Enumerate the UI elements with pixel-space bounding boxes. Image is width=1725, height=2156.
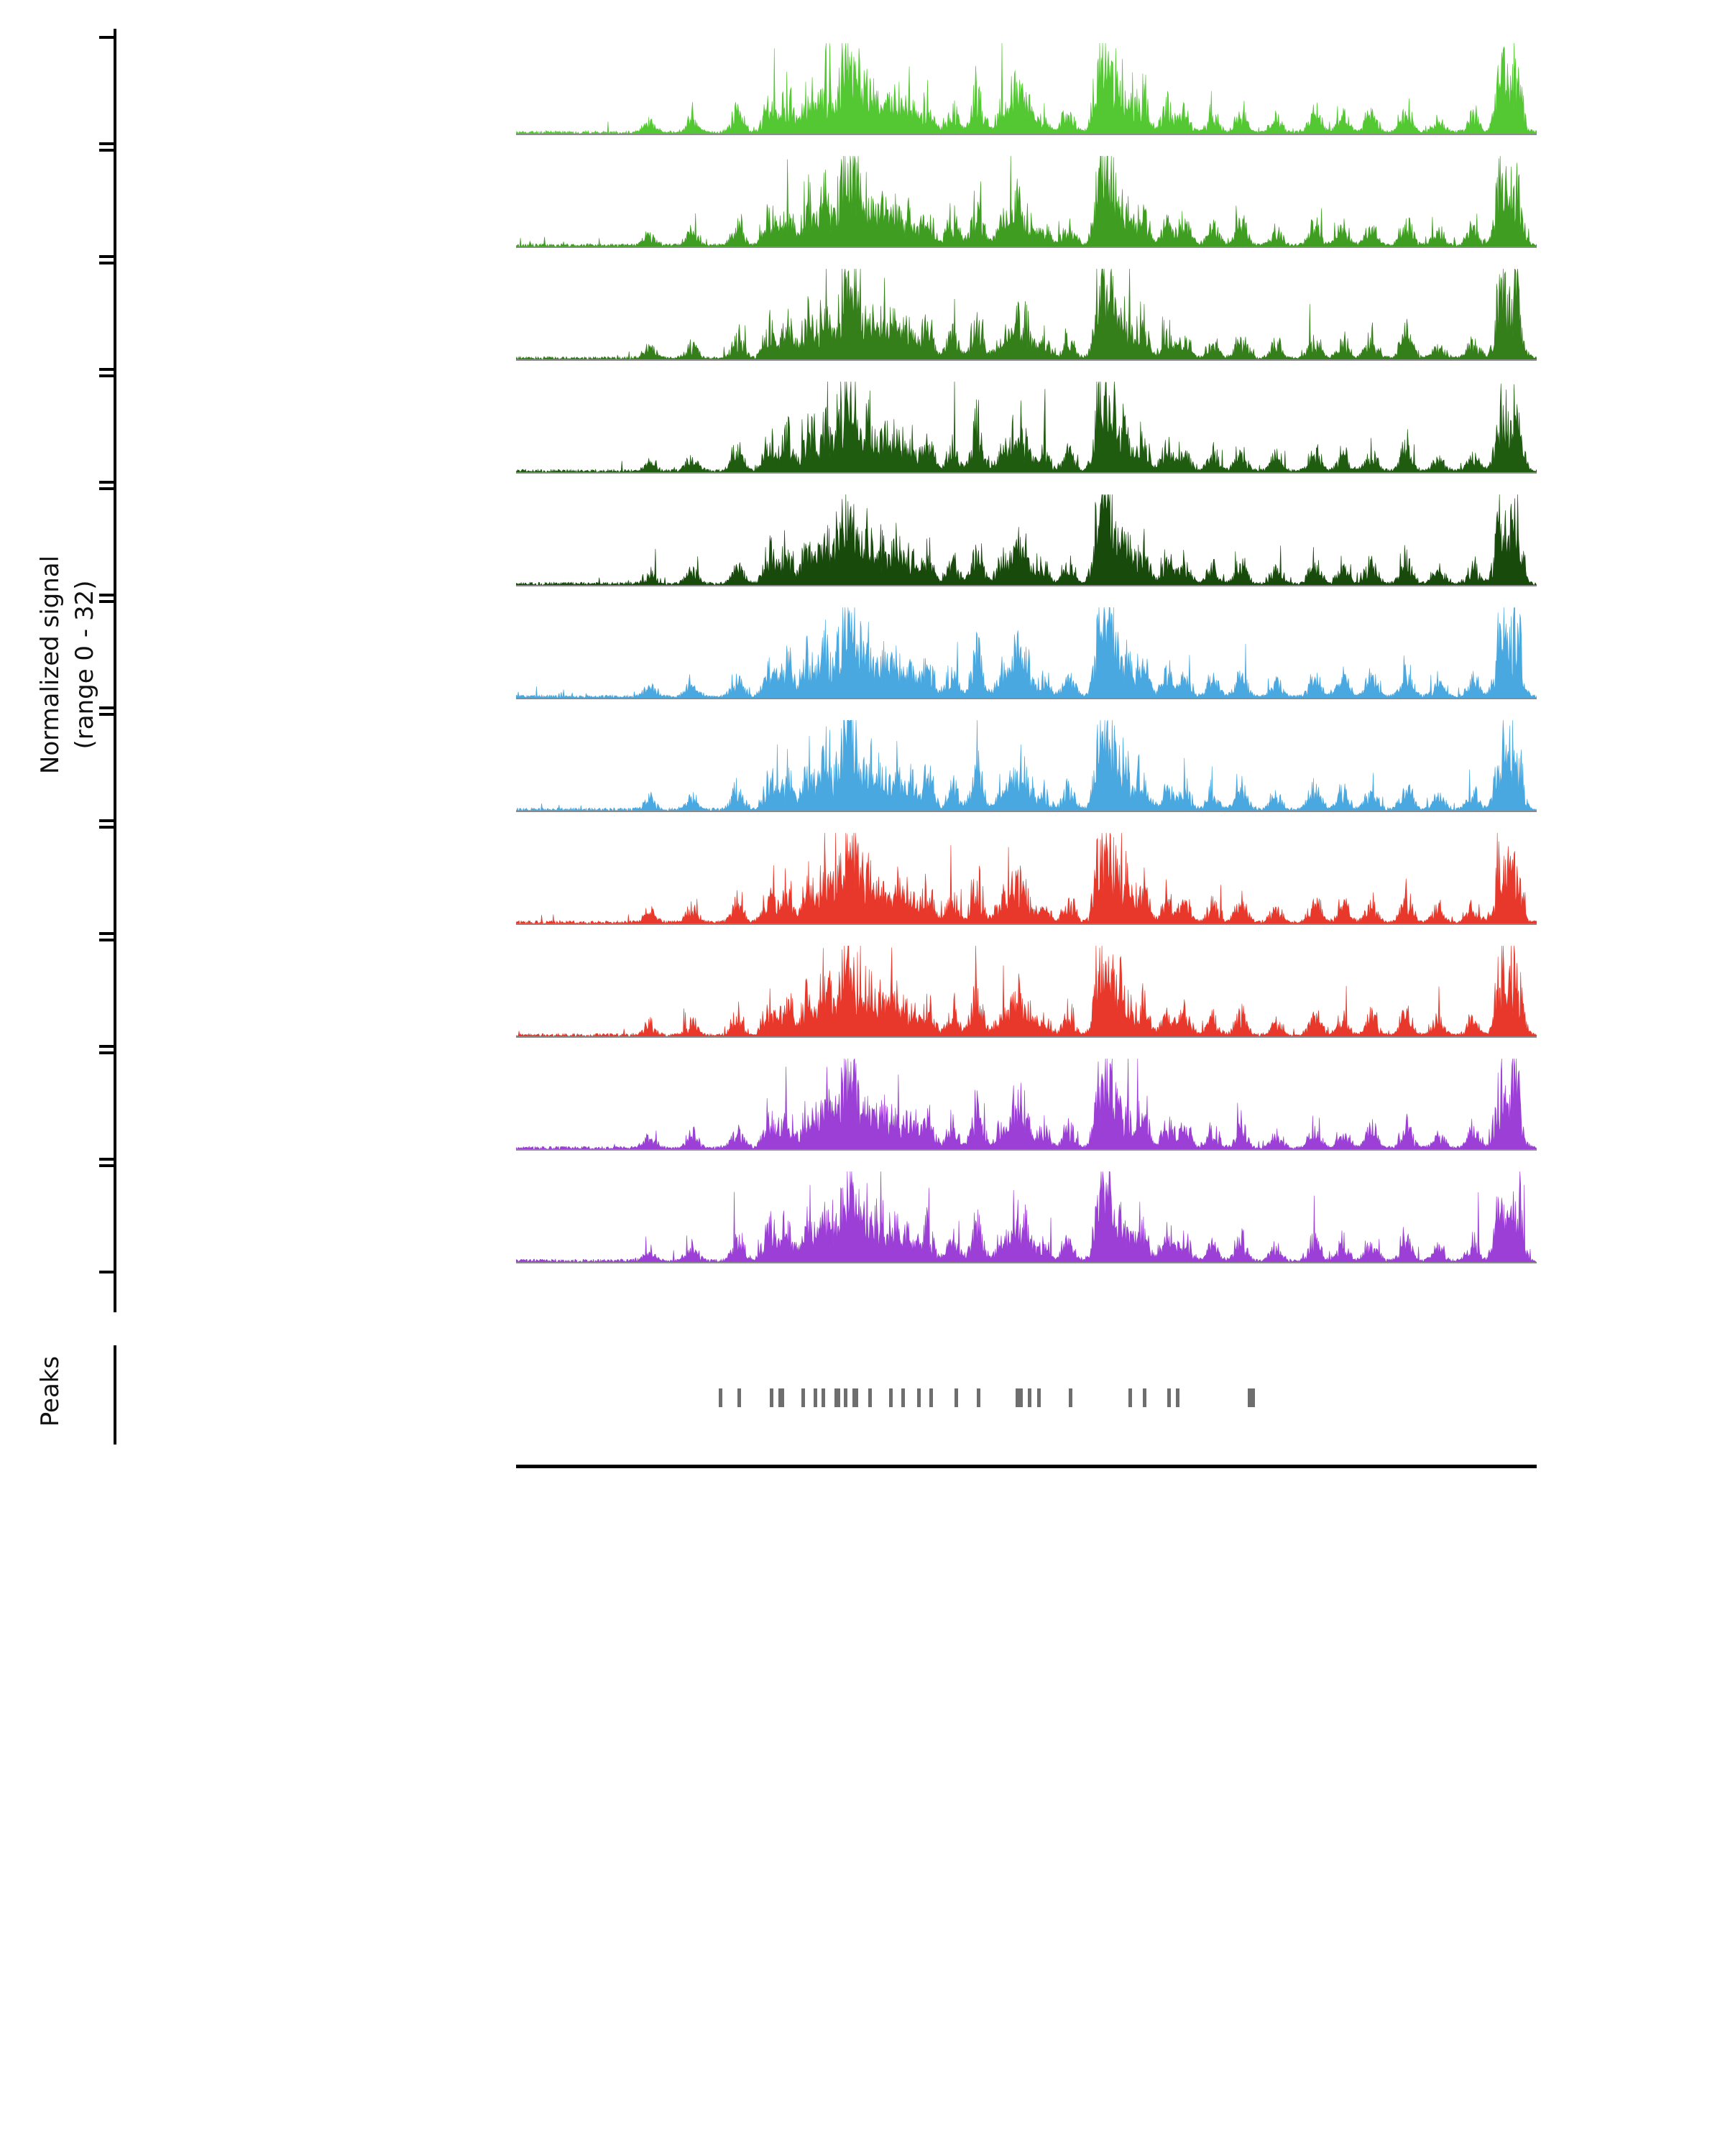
peak-marker [1028,1388,1031,1407]
peak-marker [1016,1388,1023,1407]
peak-marker [1176,1388,1179,1407]
signal-axis-tick [99,149,115,152]
track-signal-9 [516,1059,1537,1151]
signal-axis-tick [99,36,115,39]
track-signal-path-3 [516,382,1537,474]
peaks-layer [516,1388,1537,1407]
peak-marker [834,1388,840,1407]
signal-axis-tick [99,374,115,377]
track-baseline-7 [516,923,1537,925]
peak-marker [1143,1388,1146,1407]
track-baseline-3 [516,472,1537,474]
signal-axis-tick [99,932,115,935]
track-signal-10 [516,1171,1537,1263]
track-signal-path-7 [516,833,1537,925]
peak-marker [778,1388,784,1407]
peak-marker [1069,1388,1072,1407]
track-baseline-2 [516,359,1537,361]
peak-marker [770,1388,773,1407]
peak-marker [977,1388,980,1407]
signal-axis-tick [99,255,115,258]
peak-marker [1037,1388,1041,1407]
peak-marker [814,1388,817,1407]
track-baseline-10 [516,1262,1537,1263]
signal-axis-tick [99,600,115,603]
peak-marker [954,1388,958,1407]
signal-axis-tick [99,1051,115,1054]
y-axis-group-label-line1: Normalized signal [36,555,65,775]
track-signal-path-9 [516,1059,1537,1151]
track-signal-7 [516,833,1537,925]
track-signal-5 [516,607,1537,699]
peak-marker [844,1388,847,1407]
track-baseline-5 [516,698,1537,699]
track-signal-path-4 [516,494,1537,586]
peak-marker [1128,1388,1132,1407]
signal-axis-tick [99,1158,115,1161]
peak-marker [737,1388,741,1407]
peak-marker [929,1388,933,1407]
peaks-panel-label: Peaks [36,1355,65,1427]
signal-axis-tick [99,368,115,371]
track-baseline-6 [516,811,1537,812]
track-baseline-8 [516,1036,1537,1038]
signal-axis-tick [99,481,115,484]
signal-axis-tick [99,713,115,716]
peaks-axis-rule [114,1345,116,1445]
track-signal-path-8 [516,946,1537,1038]
signal-axis-tick [99,1045,115,1048]
peak-marker [889,1388,893,1407]
track-baseline-4 [516,585,1537,586]
peak-marker [801,1388,805,1407]
x-axis-line-top [516,1465,1537,1468]
track-baseline-1 [516,247,1537,248]
track-baseline-0 [516,134,1537,135]
signal-axis-tick [99,819,115,822]
signal-axis-tick [99,1271,115,1273]
track-signal-4 [516,494,1537,586]
signal-group-axis-rule [114,29,116,1312]
signal-axis-tick [99,594,115,596]
peak-marker [901,1388,905,1407]
track-signal-path-6 [516,720,1537,812]
peak-marker [822,1388,825,1407]
peak-marker [917,1388,921,1407]
track-baseline-9 [516,1149,1537,1151]
track-signal-path-5 [516,607,1537,699]
signal-axis-tick [99,826,115,829]
peak-marker [1248,1388,1255,1407]
y-axis-group-label-line2: (range 0 - 32) [70,580,99,750]
peak-marker [868,1388,872,1407]
signal-axis-tick [99,262,115,264]
track-signal-3 [516,382,1537,474]
track-signal-path-0 [516,43,1537,135]
track-signal-path-10 [516,1171,1537,1263]
track-signal-path-1 [516,156,1537,248]
peak-marker [852,1388,859,1407]
track-signal-8 [516,946,1537,1038]
track-signal-path-2 [516,269,1537,361]
peak-marker [1167,1388,1171,1407]
signal-axis-tick [99,487,115,490]
track-signal-2 [516,269,1537,361]
signal-axis-tick [99,142,115,145]
signal-axis-tick [99,939,115,941]
signal-axis-tick [99,1164,115,1167]
peak-marker [719,1388,722,1407]
track-signal-0 [516,43,1537,135]
signal-axis-tick [99,706,115,709]
track-signal-6 [516,720,1537,812]
track-signal-1 [516,156,1537,248]
